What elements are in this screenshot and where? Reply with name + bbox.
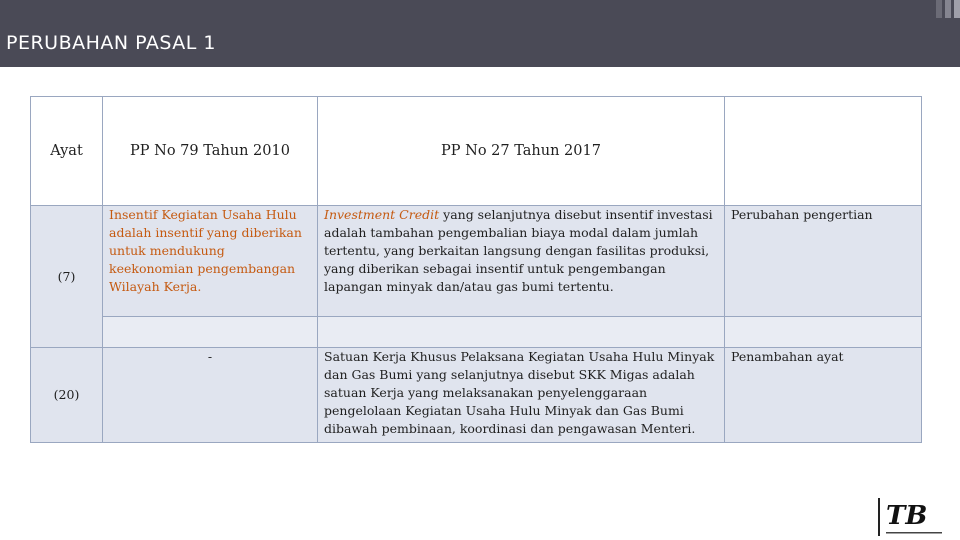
spacer-cell: [103, 317, 318, 348]
table-header-row: [31, 97, 922, 206]
pp79-cell: -: [103, 348, 318, 443]
slide-title: PERUBAHAN PASAL 1: [6, 32, 217, 54]
pp27-cell: Satuan Kerja Khusus Pelaksana Kegiatan Usaha Hulu Minyak dan Gas Bumi yang selanjutnya disebut SKK Migas adalah satuan Kerja yang melaksanakan penyelenggaraan pengelolaan Kegiatan Usaha Hulu Minyak dan Gas Bumi dibawah pembinaan, koordinasi dan pengawasan Menteri.: [318, 348, 725, 443]
table-spacer-row: [31, 317, 922, 348]
note-cell: Perubahan pengertian: [725, 206, 922, 317]
comparison-table: [30, 96, 922, 443]
pp79-cell: [103, 206, 318, 317]
header-note: [725, 97, 922, 206]
pp27-cell: [318, 206, 725, 317]
pp27-text: yang selanjutnya disebut insentif investasi adalah tambahan pengembalian biaya modal dalam jumlah tertentu, yang berkaitan langsung dengan fasilitas produksi, yang diberikan sebagai insentif untuk pengembangan lapangan minyak dan/atau gas bumi tertentu.: [324, 207, 713, 294]
header-pp79: PP No 79 Tahun 2010: [103, 97, 318, 206]
table-row: [31, 348, 922, 443]
ayat-cell: (20): [31, 348, 103, 443]
company-logo: [876, 496, 946, 540]
spacer-cell: [318, 317, 725, 348]
pp27-italic-term: Investment Credit: [324, 207, 440, 222]
corner-decoration: [928, 0, 960, 18]
header-ayat: Ayat: [31, 97, 103, 206]
title-bar: [0, 0, 960, 67]
logo-text: TB: [886, 501, 928, 531]
spacer-cell: [725, 317, 922, 348]
table-row: [31, 206, 922, 317]
header-pp27: PP No 27 Tahun 2017: [318, 97, 725, 206]
ayat-cell: (7): [31, 206, 103, 348]
pp79-text: Insentif Kegiatan Usaha Hulu adalah insentif yang diberikan untuk mendukung keekonomian pengembangan Wilayah Kerja.: [109, 207, 302, 294]
note-cell: Penambahan ayat: [725, 348, 922, 443]
